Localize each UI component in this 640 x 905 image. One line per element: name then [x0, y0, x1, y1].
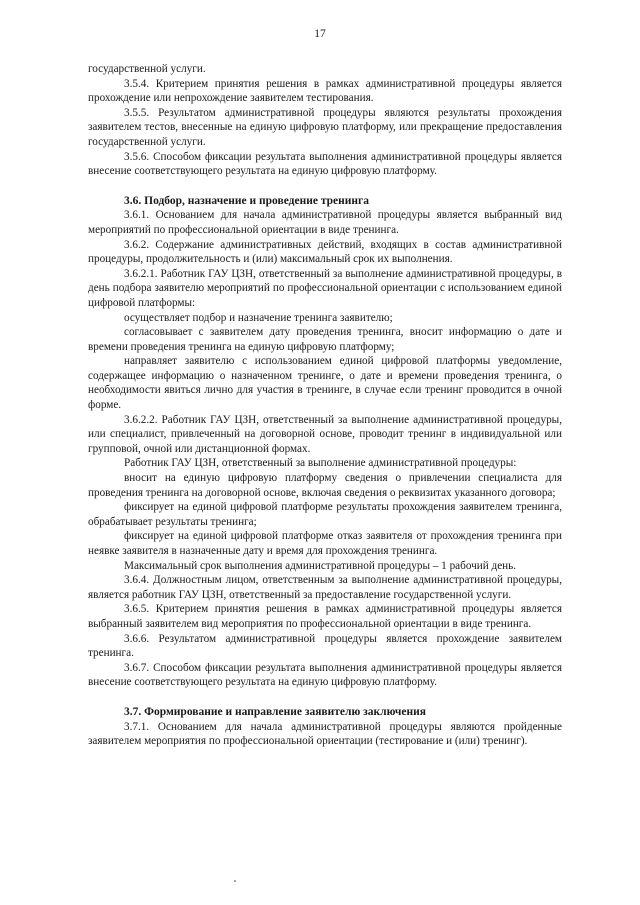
- list-item-record-refusal: фиксирует на единой цифровой платформе отказ заявителя от прохождения тренинга при неявке заявителя в назначенные дату и время для прохождения тренинга.: [88, 530, 562, 557]
- section-heading-3-7: 3.7. Формирование и направление заявителю заключения: [124, 705, 426, 718]
- paragraph-3-6-5: 3.6.5. Критерием принятия решения в рамках административной процедуры является выбранный заявителем вид мероприятия по профессиональной ориентации в виде тренинга.: [88, 603, 562, 630]
- paragraph-3-7-1: 3.7.1. Основанием для начала административной процедуры являются пройденные заявителем мероприятия по профессиональной ориентации (тестирование и (или) тренинг).: [88, 720, 562, 748]
- paragraph-3-6-6: 3.6.6. Результатом административной процедуры является прохождение заявителем тренинга.: [88, 632, 562, 660]
- paragraph-3-6-7: 3.6.7. Способом фиксации результата выполнения административной процедуры является внесение соответствующего результата на единую цифровую платформу.: [88, 661, 562, 689]
- paragraph-continuation: государственной услуги.: [88, 63, 206, 75]
- list-item-agree-date: согласовывает с заявителем дату проведения тренинга, вносит информацию о дате и времени проведения тренинга на единую цифровую платформу;: [88, 326, 562, 353]
- paragraph-3-6-1: 3.6.1. Основанием для начала административной процедуры является выбранный вид мероприятий по профессиональной ориентации в виде тренинга.: [88, 209, 562, 236]
- scan-artifact-dot: [234, 880, 236, 882]
- paragraph-3-6-2-1: 3.6.2.1. Работник ГАУ ЦЗН, ответственный за выполнение административной процедуры, в день подбора заявителю мероприятий по профессиональной ориентации с использованием единой цифровой платформы:: [88, 267, 562, 309]
- paragraph-3-5-5: 3.5.5. Результатом административной процедуры являются результаты прохождения заявителем тестов, внесенные на единую цифровую платформу, или прекращение предоставления государственной услуги.: [88, 106, 562, 148]
- paragraph-max-duration: Максимальный срок выполнения административной процедуры – 1 рабочий день.: [124, 559, 517, 572]
- list-item-record-results: фиксирует на единой цифровой платформе результаты прохождения заявителем тренинга, обрабатывает результаты тренинга;: [88, 501, 562, 528]
- paragraph-3-6-2: 3.6.2. Содержание административных действий, входящих в состав административной процедуры, продолжительность и (или) максимальный срок их выполнения.: [88, 238, 562, 266]
- paragraph-worker-duties: Работник ГАУ ЦЗН, ответственный за выполнение административной процедуры:: [124, 457, 517, 470]
- list-item-select-training: осуществляет подбор и назначение тренинга заявителю;: [124, 311, 393, 324]
- paragraph-3-5-6: 3.5.6. Способом фиксации результата выполнения административной процедуры является внесение соответствующего результата на единую цифровую платформу.: [88, 150, 562, 178]
- page-number: 17: [314, 28, 326, 40]
- paragraph-3-6-2-2: 3.6.2.2. Работник ГАУ ЦЗН, ответственный за выполнение административной процедуры, или специалист, привлеченный на договорной основе, проводит тренинг в индивидуальной или групповой, очной или дистанционной формах.: [88, 413, 562, 455]
- list-item-specialist-info: вносит на единую цифровую платформу сведения о привлечении специалиста для проведения тренинга на договорной основе, включая сведения о реквизитах указанного договора;: [88, 472, 562, 499]
- paragraph-3-6-4: 3.6.4. Должностным лицом, ответственным за выполнение административной процедуры, является работник ГАУ ЦЗН, ответственный за предоставление государственной услуги.: [88, 574, 562, 601]
- paragraph-3-5-4: 3.5.4. Критерием принятия решения в рамках административной процедуры является прохождение или непрохождение заявителем тестирования.: [88, 77, 562, 105]
- section-heading-3-6: 3.6. Подбор, назначение и проведение тренинга: [124, 194, 369, 207]
- list-item-send-notification: направляет заявителю с использованием единой цифровой платформы уведомление, содержащее информацию о назначенном тренинге, о дате и времени проведения тренинга, о необходимости явиться лично для участия в тренинге, в случае если тренинг проводится в очной форме.: [88, 355, 562, 412]
- document-body: [88, 62, 562, 749]
